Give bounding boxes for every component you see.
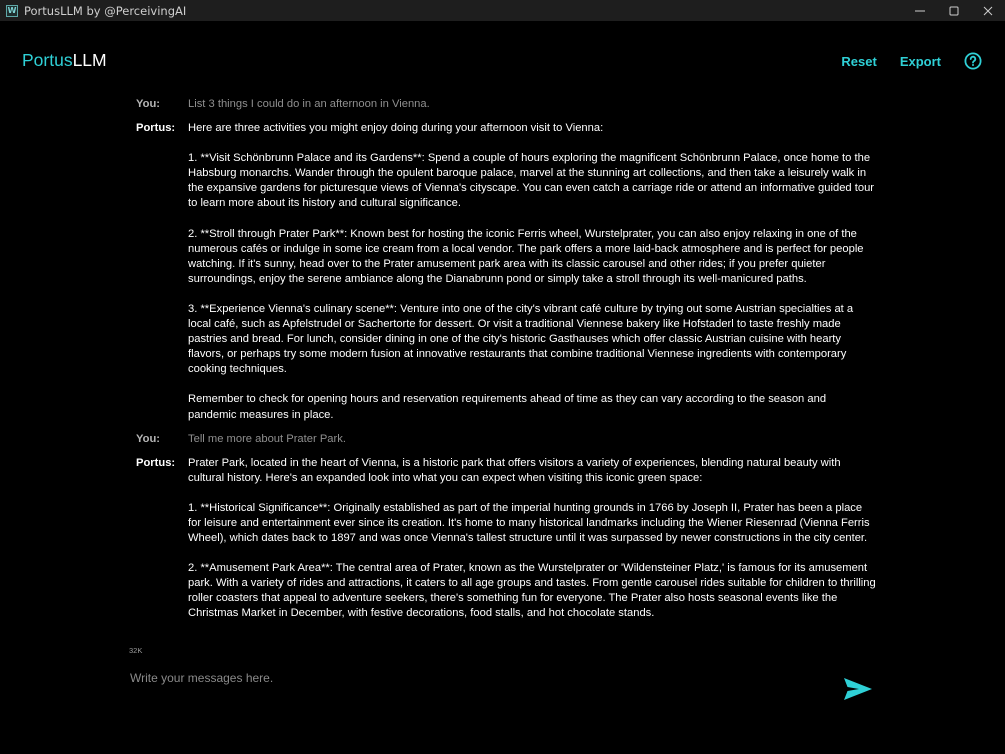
message-paragraph: Here are three activities you might enjoy doing during your afternoon visit to Vienna: xyxy=(188,122,604,135)
chat-message xyxy=(136,121,876,423)
reset-button[interactable]: Reset xyxy=(841,53,877,69)
close-button[interactable] xyxy=(971,0,1005,21)
help-button[interactable] xyxy=(964,52,982,70)
message-paragraph: List 3 things I could do in an afternoon in Vienna. xyxy=(188,98,430,110)
send-button[interactable] xyxy=(843,677,873,701)
message-paragraph: Prater Park, located in the heart of Vienna, is a historic park that offers visitors a variety of experiences, blending natural beauty with cultural history. Here's an expanded look into what you can expect when visiting this iconic green space: xyxy=(188,456,841,484)
message-paragraph: 1. **Visit Schönbrunn Palace and its Gardens**: Spend a couple of hours exploring the magnificent Schönbrunn Palace, once home to the Habsburg monarchs. Wander through the opulent baroque palace, marvel at the stunning art collections, and then take a leisurely walk in the expansive gardens for picturesque views of Vienna's cityscape. You can even catch a carriage ride or attend an informative guided tour to learn more about its history and cultural significance. xyxy=(188,152,875,210)
close-icon xyxy=(983,6,993,16)
message-paragraph: Remember to check for opening hours and reservation requirements ahead of time as they can vary according to the season and pandemic measures in place. xyxy=(188,393,827,421)
window-titlebar xyxy=(0,0,1005,21)
minimize-button[interactable] xyxy=(903,0,937,21)
header-actions xyxy=(841,52,982,70)
logo-part-llm: LLM xyxy=(72,50,107,70)
help-icon xyxy=(964,52,982,70)
message-paragraph: 3. **Experience Vienna's culinary scene**: Venture into one of the city's vibrant café culture by trying out some Austrian specialties at a local café, such as Apfelstrudel or Sachertorte for dessert. Or visit a traditional Viennese bakery like Hofstaderl to taste freshly made pastries and bread. For lunch, consider dining in one of the city's historic Gasthauses which offer classic Austrian cuisine with hearty flavors, or perhaps try some modern fusion at innovative restaurants that combine traditional Viennese ingredients with contemporary cooking techniques. xyxy=(188,302,854,376)
message-body xyxy=(188,456,876,622)
app-icon: W xyxy=(7,5,17,15)
maximize-icon xyxy=(949,6,959,16)
message-body xyxy=(188,97,876,112)
chat-transcript xyxy=(136,97,876,631)
send-icon xyxy=(843,677,873,701)
chat-message xyxy=(136,432,876,447)
message-body xyxy=(188,432,876,447)
message-input[interactable] xyxy=(128,665,832,691)
message-paragraph: Tell me more about Prater Park. xyxy=(188,432,346,445)
app-header xyxy=(0,21,1005,91)
minimize-icon xyxy=(915,6,925,16)
message-paragraph: 1. **Historical Significance**: Originally established as part of the imperial hunting grounds in 1766 by Joseph II, Prater has been a place for leisure and entertainment ever since its creation. It's home to many historical landmarks including the Wiener Riesenrad (Vienna Ferris Wheel), which dates back to 1897 and was once Vienna's tallest structure until it was surpassed by newer constructions in the city center. xyxy=(188,501,870,545)
export-button[interactable]: Export xyxy=(899,53,941,69)
logo-part-portus: Portus xyxy=(22,50,73,70)
message-speaker: Portus: xyxy=(136,456,176,469)
token-count: 32K xyxy=(129,646,143,655)
message-speaker: You: xyxy=(136,432,161,445)
chat-message xyxy=(136,97,876,112)
maximize-button[interactable] xyxy=(937,0,971,21)
window-title: PortusLLM by @PerceivingAI xyxy=(24,3,187,18)
message-body xyxy=(188,121,876,423)
chat-message xyxy=(136,456,876,622)
message-speaker: Portus: xyxy=(136,122,176,135)
message-paragraph: 2. **Amusement Park Area**: The central area of Prater, known as the Wurstelprater or 'Wildensteiner Platz,' is famous for its amusement park. With a variety of rides and attractions, it caters to all age groups and tastes. From gentle carousel rides suitable for children to thrilling roller coasters that appeal to adventure seekers, there's something fun for everyone. The Prater also hosts seasonal events like the Christmas Market in December, with festive decorations, food stalls, and hot chocolate stands. xyxy=(188,562,876,620)
app-logo xyxy=(22,50,107,71)
window-controls xyxy=(903,0,1005,21)
message-paragraph: 2. **Stroll through Prater Park**: Known best for hosting the iconic Ferris wheel, Wurstelprater, you can also enjoy relaxing in one of the numerous cafés or indulge in some ice cream from a local vendor. The park offers a more laid-back atmosphere and is perfect for people watching. If it's sunny, head over to the Prater amusement park area with its classic carousel and other rides; if you prefer quieter surroundings, enjoy the serene ambiance along the Dianabrunn pond or simply take a stroll through its well-manicured paths. xyxy=(188,227,864,285)
message-speaker: You: xyxy=(136,98,161,110)
